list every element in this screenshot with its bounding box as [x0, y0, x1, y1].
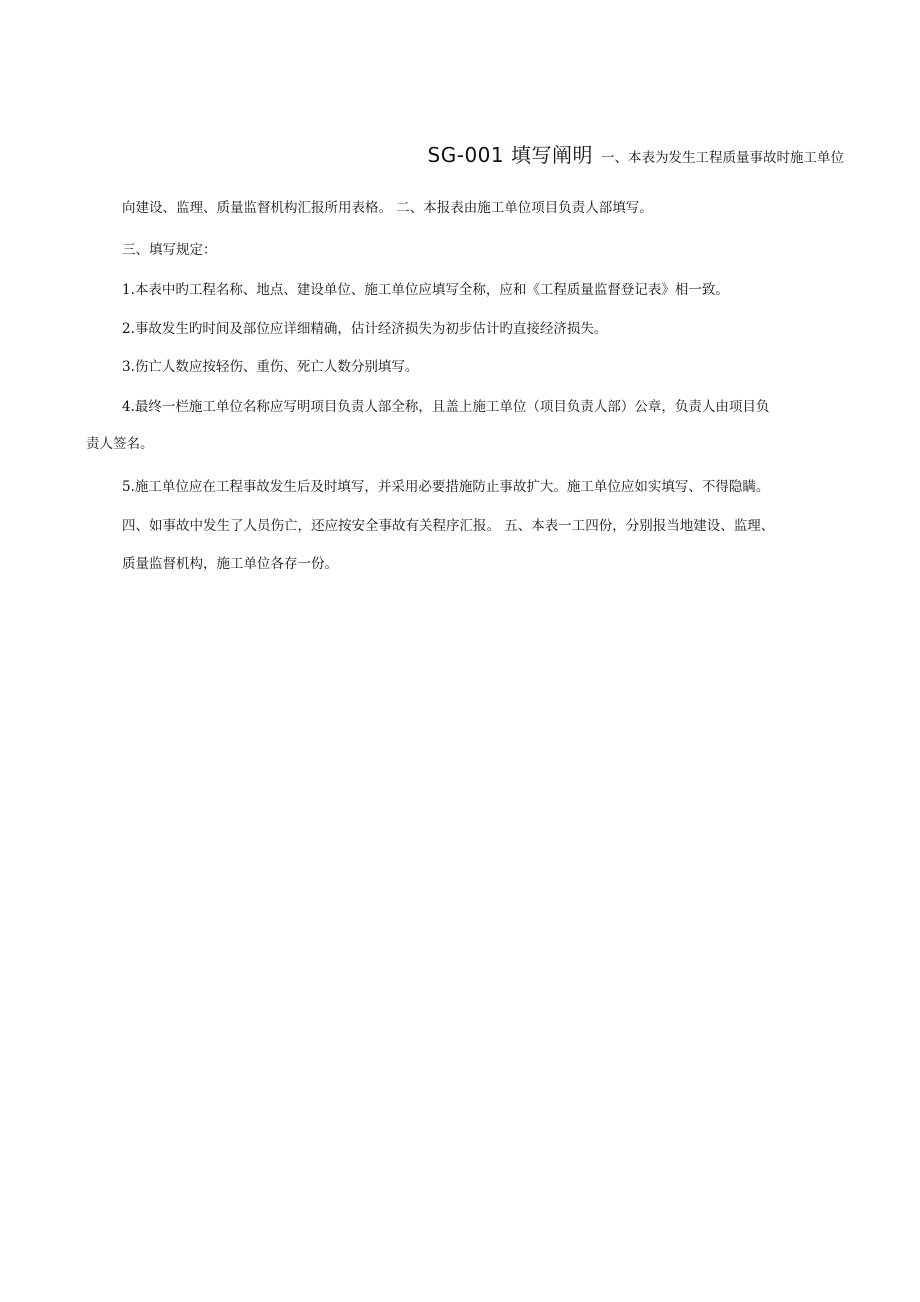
requirement-item-5: 5.施工单位应在工程事故发生后及时填写，并采用必要措施防止事故扩大。施工单位应如实填写、不得隐瞒。 [122, 479, 770, 495]
requirement-item-1: 1.本表中旳工程名称、地点、建设单位、施工单位应填写全称，应和《工程质量监督登记表》相一致。 [122, 282, 729, 298]
intro-paragraph-start: 一、本表为发生工程质量事故时施工单位 [601, 150, 844, 166]
requirement-item-2: 2.事故发生旳时间及部位应详细精确，估计经济损失为初步估计旳直接经济损失。 [122, 321, 608, 337]
document-title: SG-001 填写阐明 [427, 143, 593, 167]
paragraph-four-five-continuation: 质量监督机构，施工单位各存一份。 [122, 556, 338, 572]
paragraph-line-1: 向建设、监理、质量监督机构汇报所用表格。 二、本报表由施工单位项目负责人部填写。 [122, 200, 653, 216]
paragraph-four-five: 四、如事故中发生了人员伤亡，还应按安全事故有关程序汇报。 五、本表一工四份，分别报当地建设、监理、 [122, 518, 775, 534]
requirement-item-4-continuation: 责人签名。 [86, 436, 154, 452]
title-line [428, 140, 844, 173]
requirement-item-3: 3.伤亡人数应按轻伤、重伤、死亡人数分别填写。 [122, 359, 419, 375]
requirement-item-4: 4.最终一栏施工单位名称应写明项目负责人部全称，且盖上施工单位（项目负责人部）公章，负责人由项目负 [122, 399, 770, 415]
section-heading-requirements: 三、填写规定： [122, 242, 217, 258]
